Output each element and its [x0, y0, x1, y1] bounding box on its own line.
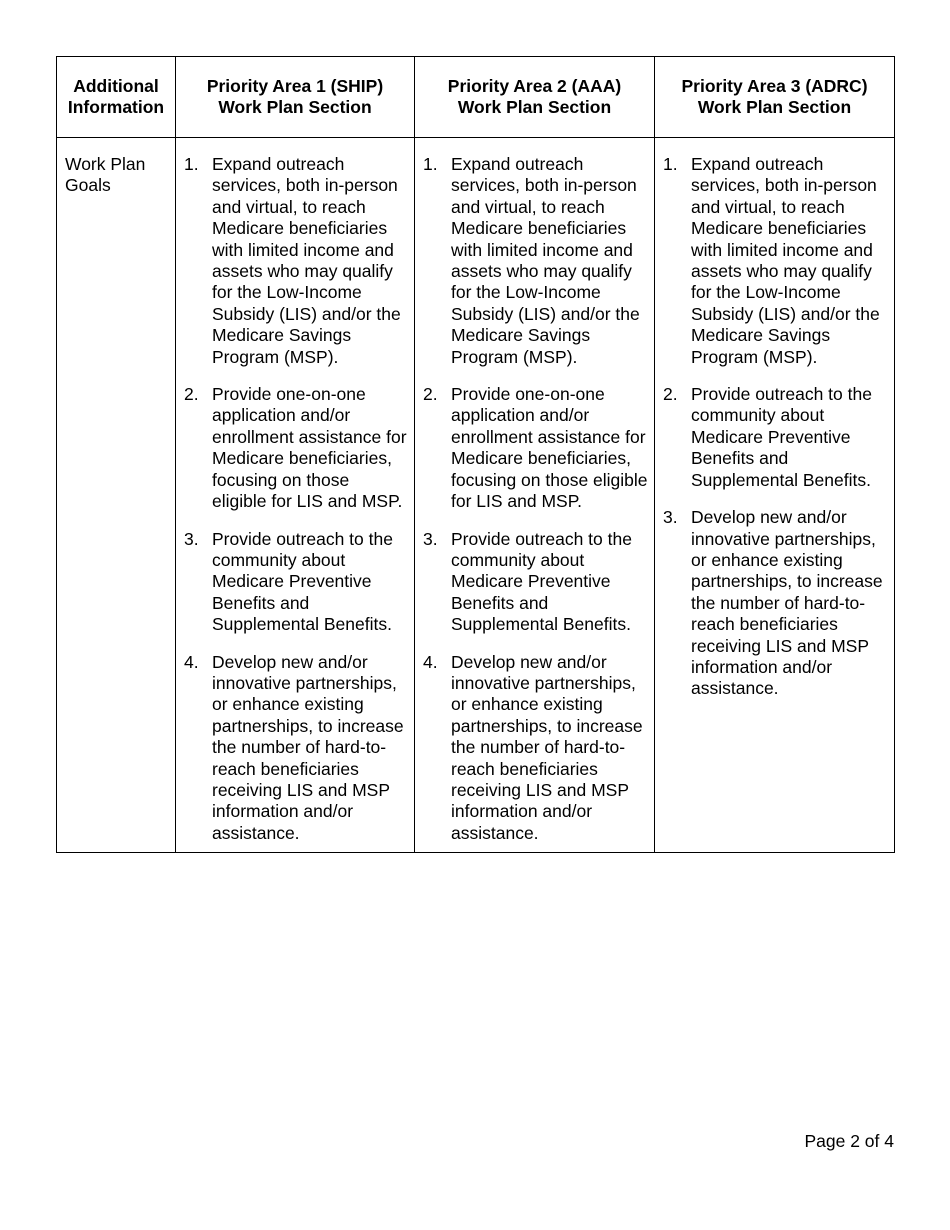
goal-list	[184, 154, 410, 844]
goal-item	[423, 652, 650, 845]
goal-text: Provide one-on-one application and/or enrollment assistance for Medicare beneficiaries, focusing on those eligible for LIS and MSP.	[212, 384, 407, 512]
priority-area-1-goals	[176, 138, 415, 853]
goal-text: Provide one-on-one application and/or enrollment assistance for Medicare beneficiaries, focusing on those eligible for LIS and MSP.	[451, 384, 648, 512]
goal-item	[663, 384, 890, 491]
goal-text: Develop new and/or innovative partnerships, or enhance existing partnerships, to increase the number of hard-to-reach beneficiaries receiving LIS and MSP information and/or assistance.	[212, 651, 404, 843]
goal-item	[184, 652, 410, 845]
goal-item	[663, 154, 890, 368]
goal-text: Expand outreach services, both in-person and virtual, to reach Medicare beneficiaries with limited income and assets who may qualify for the Low-Income Subsidy (LIS) and/or the Medicare Savings Program (MSP).	[691, 154, 880, 367]
work-plan-table	[56, 56, 895, 853]
goal-list	[663, 154, 890, 700]
goal-text: Provide outreach to the community about Medicare Preventive Benefits and Supplemental Benefits.	[212, 528, 393, 635]
priority-area-3-goals	[655, 138, 895, 853]
goal-item	[423, 529, 650, 636]
page-number: Page 2 of 4	[804, 1131, 894, 1151]
header-row	[57, 57, 895, 138]
goal-number: 1.	[184, 154, 199, 174]
goal-text: Expand outreach services, both in-person and virtual, to reach Medicare beneficiaries with limited income and assets who may qualify for the Low-Income Subsidy (LIS) and/or the Medicare Savings Program (MSP).	[451, 154, 640, 367]
work-plan-goals-row	[57, 138, 895, 853]
goal-number: 3.	[423, 528, 438, 549]
goal-number: 1.	[423, 154, 438, 174]
priority-area-2-goals	[415, 138, 655, 853]
goal-number: 4.	[184, 651, 199, 672]
goal-item	[423, 384, 650, 512]
goal-text: Provide outreach to the community about Medicare Preventive Benefits and Supplemental Benefits.	[691, 384, 872, 490]
goal-item	[184, 154, 410, 368]
goal-number: 3.	[184, 528, 199, 549]
goal-number: 1.	[663, 154, 678, 174]
header-priority-area-3: Priority Area 3 (ADRC) Work Plan Section	[655, 57, 895, 138]
goal-number: 2.	[423, 384, 438, 405]
goal-number: 2.	[663, 384, 678, 405]
goal-item	[663, 507, 890, 700]
row-label-work-plan-goals: Work Plan Goals	[57, 138, 176, 853]
goal-list	[423, 154, 650, 844]
goal-item	[423, 154, 650, 368]
goal-number: 3.	[663, 507, 678, 528]
goal-number: 4.	[423, 651, 438, 672]
header-priority-area-2: Priority Area 2 (AAA) Work Plan Section	[415, 57, 655, 138]
goal-number: 2.	[184, 384, 199, 405]
header-additional-information: Additional Information	[57, 57, 176, 138]
goal-item	[184, 384, 410, 512]
goal-text: Develop new and/or innovative partnerships, or enhance existing partnerships, to increase the number of hard-to-reach beneficiaries receiving LIS and MSP information and/or assistance.	[691, 507, 883, 699]
header-priority-area-1: Priority Area 1 (SHIP) Work Plan Section	[176, 57, 415, 138]
goal-text: Develop new and/or innovative partnerships, or enhance existing partnerships, to increase the number of hard-to-reach beneficiaries receiving LIS and MSP information and/or assistance.	[451, 651, 643, 843]
goal-item	[184, 529, 410, 636]
goal-text: Expand outreach services, both in-person and virtual, to reach Medicare beneficiaries with limited income and assets who may qualify for the Low-Income Subsidy (LIS) and/or the Medicare Savings Program (MSP).	[212, 154, 401, 367]
goal-text: Provide outreach to the community about Medicare Preventive Benefits and Supplemental Benefits.	[451, 528, 632, 635]
